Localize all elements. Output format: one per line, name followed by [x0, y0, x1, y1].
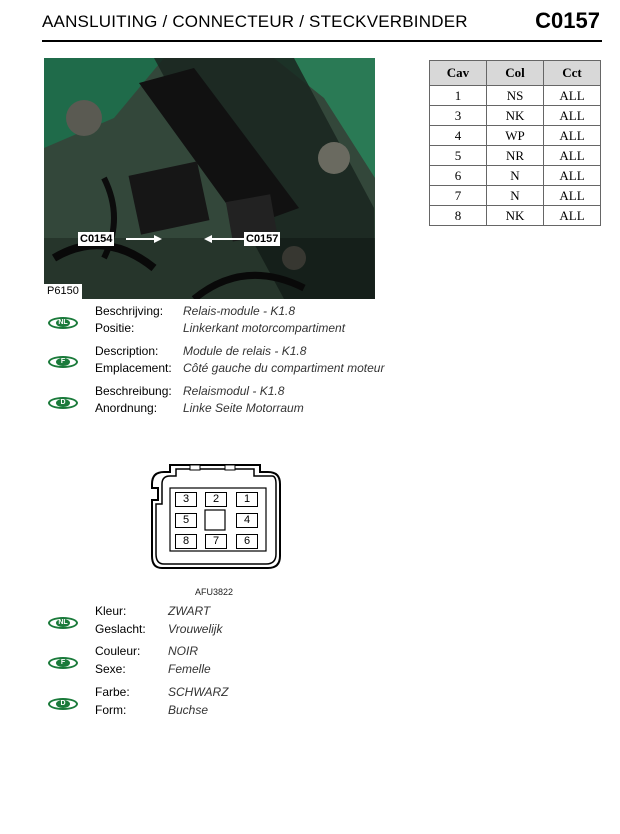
- f-color-value: NOIR: [168, 644, 198, 658]
- f-color-label: Couleur:: [95, 644, 141, 658]
- pin-table-header: [430, 61, 601, 86]
- d-language-icon: [48, 698, 78, 710]
- cell-cav: 3: [430, 106, 487, 126]
- cell-cct: ALL: [544, 206, 601, 226]
- pin-cavity: 1: [236, 492, 258, 507]
- nl-description-value: Relais-module - K1.8: [183, 304, 296, 318]
- connector-code: C0157: [535, 8, 600, 33]
- d-description-value: Relaismodul - K1.8: [183, 384, 285, 398]
- header-divider: [42, 40, 602, 42]
- center-key: [205, 510, 225, 530]
- pin-cavity: 6: [236, 534, 258, 549]
- cell-col: NK: [487, 106, 544, 126]
- nl-description-label: Beschrijving:: [95, 304, 164, 318]
- table-row: [430, 206, 601, 226]
- f-language-icon: [48, 356, 78, 368]
- table-row: [430, 146, 601, 166]
- cell-col: NR: [487, 146, 544, 166]
- engine-bay-illustration: [44, 58, 375, 299]
- photo-reference: P6150: [44, 284, 82, 299]
- d-gender-value: Buchse: [168, 703, 209, 717]
- f-gender-value: Femelle: [168, 662, 211, 676]
- cell-col: N: [487, 166, 544, 186]
- f-description-label: Description:: [95, 344, 159, 358]
- cell-cav: 7: [430, 186, 487, 206]
- f-position-value: Côté gauche du compartiment moteur: [183, 361, 385, 375]
- f-description-value: Module de relais - K1.8: [183, 344, 307, 358]
- table-row: [430, 106, 601, 126]
- location-photo: [44, 58, 375, 299]
- nl-gender-value: Vrouwelijk: [168, 622, 223, 636]
- figure-reference: AFU3822: [195, 587, 234, 597]
- pin-cavity: 7: [205, 534, 227, 549]
- nl-position-value: Linkerkant motorcompartiment: [183, 321, 346, 335]
- cell-col: N: [487, 186, 544, 206]
- cell-cav: 1: [430, 86, 487, 106]
- d-badge-text: D: [56, 399, 70, 407]
- pin-cavity: 8: [175, 534, 197, 549]
- d-position-value: Linke Seite Motorraum: [183, 401, 304, 415]
- cell-col: WP: [487, 126, 544, 146]
- d-language-icon: [48, 397, 78, 409]
- cell-cct: ALL: [544, 186, 601, 206]
- pin-cavity: 5: [175, 513, 197, 528]
- nl-badge-text: NL: [56, 619, 70, 627]
- cell-cct: ALL: [544, 146, 601, 166]
- callout-c0157: C0157: [246, 233, 279, 245]
- nl-badge-text: NL: [56, 319, 70, 327]
- table-row: [430, 186, 601, 206]
- pin-cavity: 2: [205, 492, 227, 507]
- d-description-label: Beschreibung:: [95, 384, 172, 398]
- connector-outline: [150, 460, 290, 575]
- f-badge-text: F: [56, 659, 70, 667]
- f-badge-text: F: [56, 358, 70, 366]
- d-position-label: Anordnung:: [95, 401, 158, 415]
- table-row: [430, 166, 601, 186]
- d-color-label: Farbe:: [95, 685, 130, 699]
- cell-cav: 4: [430, 126, 487, 146]
- cell-cct: ALL: [544, 86, 601, 106]
- f-gender-label: Sexe:: [95, 662, 126, 676]
- header-col: Col: [487, 61, 544, 86]
- d-color-value: SCHWARZ: [168, 685, 229, 699]
- pin-cavity: 3: [175, 492, 197, 507]
- page-title: AANSLUITING / CONNECTEUR / STECKVERBINDER: [42, 12, 468, 31]
- table-row: [430, 86, 601, 106]
- f-language-icon: [48, 657, 78, 669]
- nl-gender-label: Geslacht:: [95, 622, 146, 636]
- nl-language-icon: [48, 617, 78, 629]
- header-cav: Cav: [430, 61, 487, 86]
- pin-cavity: 4: [236, 513, 258, 528]
- d-badge-text: D: [56, 700, 70, 708]
- cell-cct: ALL: [544, 106, 601, 126]
- pin-table: [429, 60, 601, 226]
- cell-col: NK: [487, 206, 544, 226]
- cell-cav: 6: [430, 166, 487, 186]
- header-cct: Cct: [544, 61, 601, 86]
- connector-face-diagram: [150, 460, 290, 580]
- f-position-label: Emplacement:: [95, 361, 172, 375]
- cell-cav: 8: [430, 206, 487, 226]
- nl-language-icon: [48, 317, 78, 329]
- cell-cct: ALL: [544, 126, 601, 146]
- nl-color-value: ZWART: [168, 604, 211, 618]
- nl-position-label: Positie:: [95, 321, 135, 335]
- cell-cct: ALL: [544, 166, 601, 186]
- cell-cav: 5: [430, 146, 487, 166]
- d-gender-label: Form:: [95, 703, 127, 717]
- table-row: [430, 126, 601, 146]
- cell-col: NS: [487, 86, 544, 106]
- callout-c0154: C0154: [80, 233, 113, 245]
- nl-color-label: Kleur:: [95, 604, 127, 618]
